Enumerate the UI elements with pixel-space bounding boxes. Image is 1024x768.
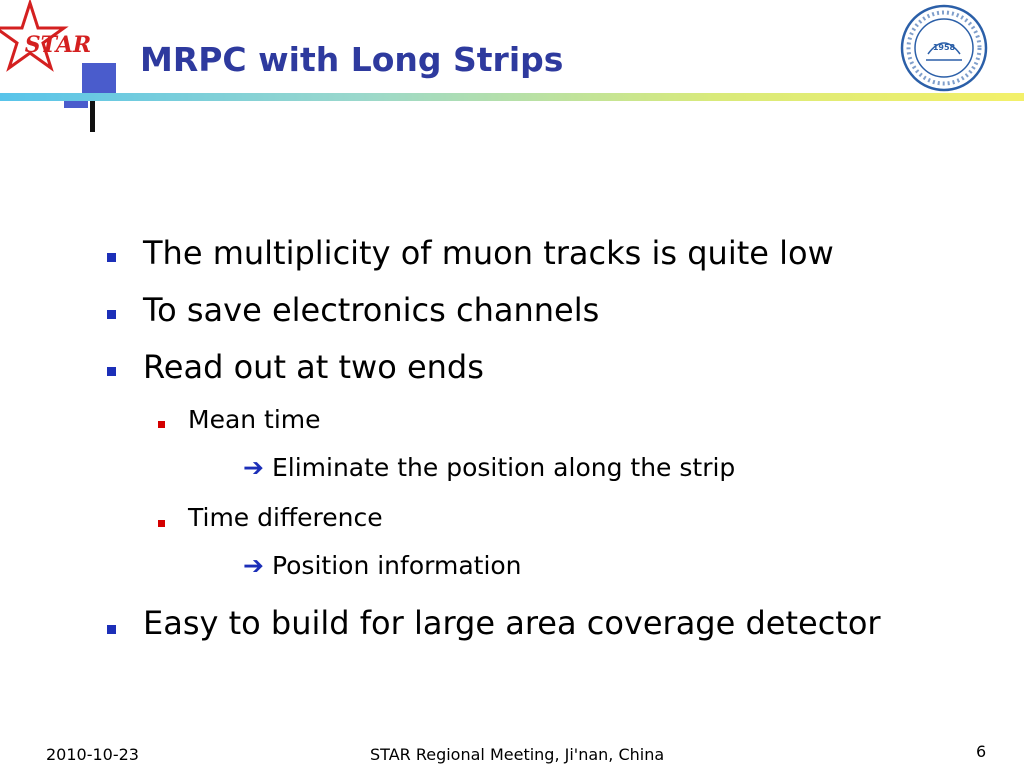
ustc-seal-logo bbox=[898, 2, 990, 94]
sub-bullet-item: Time difference bbox=[188, 503, 383, 532]
decor-bar bbox=[90, 100, 95, 132]
footer-date: 2010-10-23 bbox=[46, 745, 139, 764]
sub-sub-bullet-item bbox=[243, 551, 522, 580]
bullet-item: The multiplicity of muon tracks is quite low bbox=[143, 234, 834, 272]
bullet-marker bbox=[107, 310, 116, 319]
title-rule bbox=[0, 93, 1024, 101]
footer-meeting: STAR Regional Meeting, Ji'nan, China bbox=[370, 745, 665, 764]
sub-bullet-item: Mean time bbox=[188, 405, 321, 434]
sub-bullet-marker bbox=[158, 520, 165, 527]
slide-title: MRPC with Long Strips bbox=[140, 40, 564, 79]
star-logo-text: STAR bbox=[24, 32, 92, 58]
arrow-right-icon: ➔ bbox=[243, 551, 264, 580]
sub-bullet-marker bbox=[158, 421, 165, 428]
bullet-marker bbox=[107, 253, 116, 262]
sub-sub-bullet-item bbox=[243, 453, 735, 482]
bullet-item: To save electronics channels bbox=[143, 291, 600, 329]
arrow-right-icon: ➔ bbox=[243, 453, 264, 482]
page-number: 6 bbox=[976, 742, 987, 761]
bullet-marker bbox=[107, 625, 116, 634]
bullet-item: Read out at two ends bbox=[143, 348, 484, 386]
sub-sub-bullet-text: Eliminate the position along the strip bbox=[271, 453, 736, 482]
bullet-item: Easy to build for large area coverage detector bbox=[143, 604, 881, 642]
ustc-seal-year: 1958 bbox=[932, 43, 956, 52]
sub-sub-bullet-text: Position information bbox=[271, 551, 522, 580]
bullet-marker bbox=[107, 367, 116, 376]
